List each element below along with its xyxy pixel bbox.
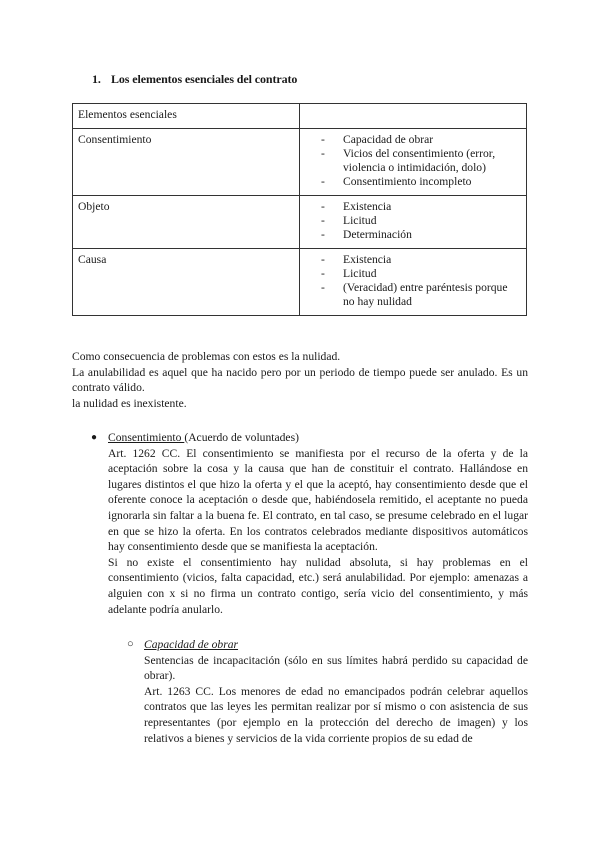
table-row — [73, 249, 527, 316]
consentimiento-title-line — [108, 430, 528, 446]
capacidad-paragraph: Art. 1263 CC. Los menores de edad no emancipados podrán celebrar aquellos contratos que las leyes les permitan realizar por sí mismo o con asistencia de sus representantes (por ejemplo en la protección del derecho de imagen) y los relativos a bienes y servicios de la vida corriente propios de su edad de — [144, 684, 528, 745]
section-heading — [92, 72, 297, 87]
table-row — [73, 196, 527, 249]
list-item: - Existencia — [321, 253, 521, 267]
capacidad-title-line — [144, 637, 528, 653]
capacidad-title: Capacidad de obrar — [144, 638, 239, 651]
intro-paragraphs — [72, 349, 528, 411]
capacidad-paragraph: Sentencias de incapacitación (sólo en sus límites habrá perdido su capacidad de obrar). — [144, 653, 528, 683]
table-header-cell: Elementos esenciales — [73, 104, 300, 129]
intro-line: Como consecuencia de problemas con estos es la nulidad. — [72, 350, 341, 363]
consentimiento-title-rest: (Acuerdo de voluntades) — [184, 431, 299, 444]
heading-number: 1. — [92, 72, 101, 86]
table-row-label: Objeto — [73, 196, 300, 249]
consentimiento-title: Consentimiento — [108, 431, 185, 444]
table-row-label: Consentimiento — [73, 129, 300, 196]
table-row-items-cell — [300, 249, 527, 316]
list-item: - Vicios del consentimiento (error, violencia o intimidación, dolo) — [321, 147, 521, 175]
list-item: - Consentimiento incompleto — [321, 175, 521, 189]
table-header-empty-cell — [300, 104, 527, 129]
list-item: - Capacidad de obrar — [321, 133, 521, 147]
consentimiento-paragraph: Art. 1262 CC. El consentimiento se manifiesta por el recurso de la oferta y de la aceptación sobre la cosa y la causa que han de constituir el contrato. Hallándose en lugares distintos el que hizo la oferta y el que la aceptó, hay consentimiento desde que el oferente conoce la aceptación o desde que, habiéndosela remitido, el aceptante no pueda ignorarla sin faltar a la buena fe. El contrato, en tal caso, se presume celebrado en el lugar en que se hizo la oferta. En los contratos celebrados mediante dispositivos automáticos hay consentimiento desde que se manifiesta la aceptación. — [108, 446, 528, 554]
list-item: - Licitud — [321, 214, 521, 228]
capacidad-section — [127, 637, 528, 746]
table-row-list — [305, 133, 521, 189]
elements-table — [72, 103, 527, 316]
table-row — [73, 129, 527, 196]
circle-bullet-icon: ○ — [127, 638, 134, 650]
bullet-icon: ● — [91, 432, 98, 443]
intro-line: La anulabilidad es aquel que ha nacido pero por un periodo de tiempo puede ser anulado. Es un contrato válido. — [72, 365, 528, 395]
table-row-label: Causa — [73, 249, 300, 316]
intro-line: la nulidad es inexistente. — [72, 396, 187, 410]
table-header-row — [73, 104, 527, 129]
table-row-list — [305, 253, 521, 309]
list-item: - (Veracidad) entre paréntesis porque no hay nulidad — [321, 281, 521, 309]
consentimiento-paragraph: Si no existe el consentimiento hay nulidad absoluta, si hay problemas en el consentimiento (vicios, falta capacidad, etc.) será anulabilidad. Por ejemplo: amenazas a alguien con x si no firma un contrato contigo, sería vicio del consentimiento, y más adelante podría anularlo. — [108, 555, 528, 616]
heading-title: Los elementos esenciales del contrato — [111, 72, 298, 86]
list-item: - Determinación — [321, 228, 521, 242]
table-row-items-cell — [300, 196, 527, 249]
list-item: - Licitud — [321, 267, 521, 281]
consentimiento-section — [91, 430, 528, 617]
list-item: - Existencia — [321, 200, 521, 214]
table-row-list — [305, 200, 521, 242]
table-row-items-cell — [300, 129, 527, 196]
